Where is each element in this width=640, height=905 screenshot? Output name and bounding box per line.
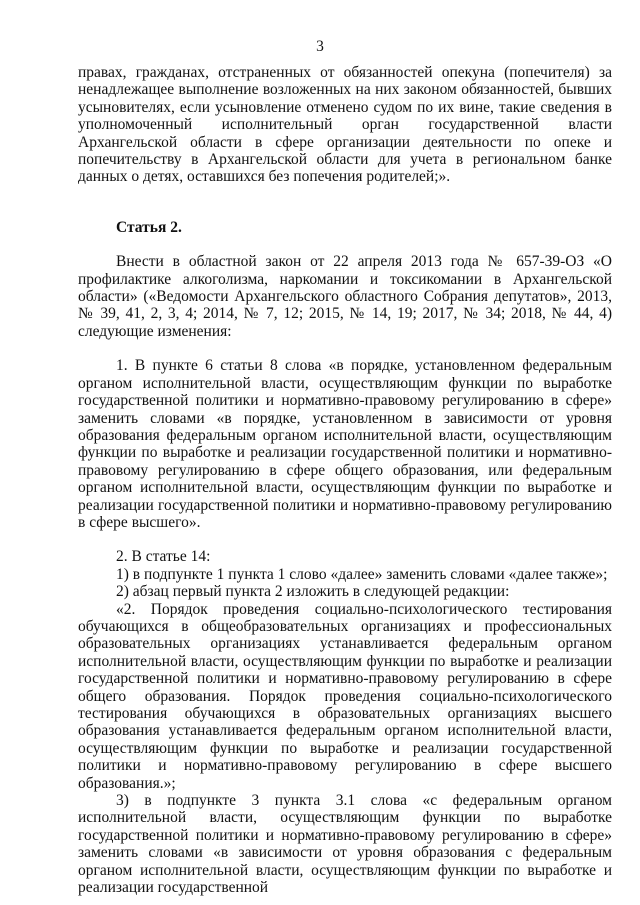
paragraph-item-1: 1. В пункте 6 статьи 8 слова «в порядке, установленном федеральным органом исполнительной власти, осуществляющим функции по выработке государственной политики и нормативно-правовому регулированию в сфере» заменить словами «в порядке, установленном в зависимости от уровня образования федеральным органом исполнительной власти, осуществляющим функции по выработке и реализации государственной политики и нормативно-правовому регулированию в сфере общего образования, или федеральным органом исполнительной власти, осуществляющим функции по выработке и реализации государственной политики и нормативно-правовому регулированию в сфере высшего». <box>78 357 612 531</box>
document-body <box>78 64 612 896</box>
paragraph-subitem-2: 2) абзац первый пункта 2 изложить в следующей редакции: <box>116 583 510 601</box>
paragraph-intro: Внести в областной закон от 22 апреля 2013 года № 657-39-ОЗ «О профилактике алкоголизма, наркомании и токсикомании в Архангельской области» («Ведомости Архангельского областного Собрания депутатов», 2013, № 39, 41, 2, 3, 4; 2014, № 7, 12; 2015, № 14, 19; 2017, № 34; 2018, № 44, 4) следующие изменения: <box>78 253 612 340</box>
paragraph-item-2: 2. В статье 14: <box>116 548 211 566</box>
article-heading: Статья 2. <box>116 218 182 236</box>
paragraph-continuation: правах, гражданах, отстраненных от обязанностей опекуна (попечителя) за ненадлежащее выполнение возложенных на них законом обязанностей, бывших усыновителях, если усыновление отменено судом по их вине, такие сведения в уполномоченный исполнительный орган государственной власти Архангельской области в сфере организации деятельности по опеке и попечительству в Архангельской области для учета в региональном банке данных о детях, оставшихся без попечения родителей;». <box>78 64 612 186</box>
paragraph-subitem-1: 1) в подпункте 1 пункта 1 слово «далее» заменить словами «далее также»; <box>116 565 608 583</box>
paragraph-subitem-3: 3) в подпункте 3 пункта 3.1 слова «с федеральным органом исполнительной власти, осуществляющим функции по выработке государственной политики и нормативно-правовому регулированию в сфере» заменить словами «в зависимости от уровня образования с федеральным органом исполнительной власти, осуществляющим функции по выработке и реализации государственной <box>78 792 612 897</box>
paragraph-quoted-text: «2. Порядок проведения социально-психологического тестирования обучающихся в общеобразовательных организациях и профессиональных образовательных организациях устанавливается федеральным органом исполнительной власти, осуществляющим функции по выработке и реализации государственной политики и нормативно-правовому регулированию в сфере общего образования. Порядок проведения социально-психологического тестирования обучающихся в образовательных организациях высшего образования устанавливается федеральным органом исполнительной власти, осуществляющим функции по выработке и реализации государственной политики и нормативно-правовому регулированию в сфере высшего образования.»; <box>78 600 612 792</box>
page-number: 3 <box>316 38 324 55</box>
